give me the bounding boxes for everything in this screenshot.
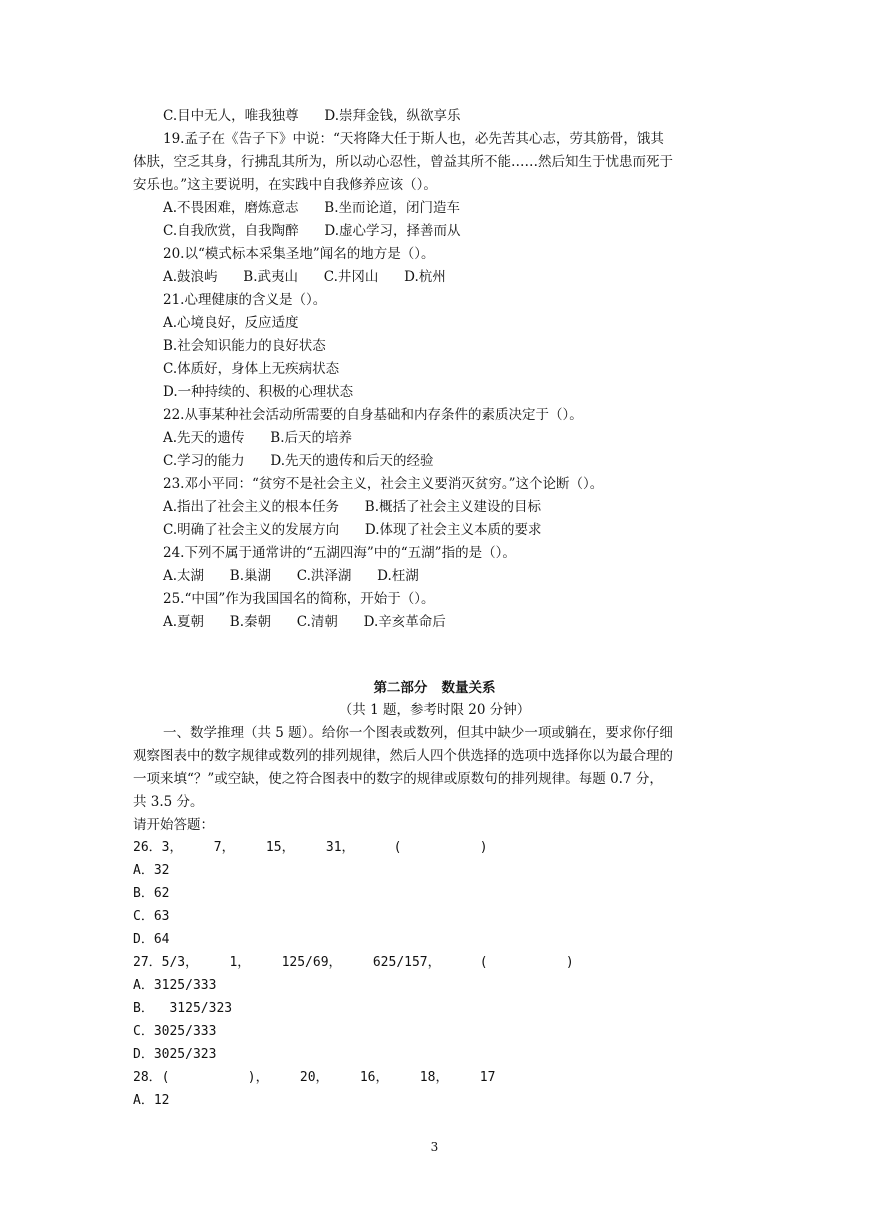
q23-options-ab: A.指出了社会主义的根本任务 B.概括了社会主义建设的目标 (163, 499, 541, 515)
q22-options-cd: C.学习的能力 D.先天的遗传和后天的经验 (163, 453, 434, 469)
q21-option-d: D.一种持续的、积极的心理状态 (163, 384, 354, 400)
q27-option-d: D．3025/323 (133, 1047, 217, 1062)
q27-option-a: A．3125/333 (133, 978, 217, 993)
q27-stem: 27．5/3， 1， 125/69， 625/157， ( ) (133, 955, 574, 970)
q26-option-b: B．62 (133, 886, 170, 901)
q23-options-cd: C.明确了社会主义的发展方向 D.体现了社会主义本质的要求 (163, 522, 542, 538)
q19-stem-2: 体肤，空乏其身，行拂乱其所为，所以动心忍性，曾益其所不能……然后知生于忧患而死于 (133, 154, 673, 170)
section-intro-2: 观察图表中的数字规律或数列的排列规律，然后人四个供选择的选项中选择你以为最合理的 (133, 748, 673, 764)
q28-stem: 28．( )， 20， 16， 18， 17 (133, 1070, 496, 1085)
q23-stem: 23.邓小平同：“贫穷不是社会主义，社会主义要消灭贫穷。”这个论断（）。 (163, 476, 604, 492)
q21-option-b: B.社会知识能力的良好状态 (163, 338, 326, 354)
q19-stem-1: 19.孟子在《告子下》中说：“天将降大任于斯人也，必先苦其心志，劳其筋骨，饿其 (163, 131, 664, 147)
section-title: 第二部分 数量关系 (373, 680, 496, 696)
q21-option-a: A.心境良好，反应适度 (163, 315, 299, 331)
section-subtitle: （共 1 题，参考时限 20 分钟） (338, 702, 531, 718)
q20-options: A.鼓浪屿 B.武夷山 C.井冈山 D.杭州 (163, 269, 446, 285)
page-number: 3 (430, 1140, 439, 1154)
q19-options-ab: A.不畏困难，磨炼意志 B.坐而论道，闭门造车 (163, 200, 460, 216)
q27-option-c: C．3025/333 (133, 1024, 217, 1039)
q21-stem: 21.心理健康的含义是（）。 (163, 292, 327, 308)
start-prompt: 请开始答题： (133, 817, 214, 833)
q26-stem: 26．3， 7， 15， 31， ( ) (133, 840, 488, 855)
q19-stem-3: 安乐也。”这主要说明，在实践中自我修养应该（）。 (133, 177, 437, 193)
q26-option-c: C．63 (133, 909, 170, 924)
q22-stem: 22.从事某种社会活动所需要的自身基础和内存条件的素质决定于（）。 (163, 407, 583, 423)
section-intro-4: 共 3.5 分。 (133, 794, 204, 810)
q26-option-d: D．64 (133, 932, 170, 947)
section-intro-1: 一、数学推理（共 5 题）。给你一个图表或数列，但其中缺少一项或躺在，要求你仔细 (163, 725, 673, 741)
q25-stem: 25.“中国”作为我国国名的简称，开始于（）。 (163, 591, 435, 607)
q25-options: A.夏朝 B.秦朝 C.清朝 D.辛亥革命后 (163, 614, 446, 630)
q20-stem: 20.以“模式标本采集圣地”闻名的地方是（）。 (163, 246, 435, 262)
q24-stem: 24.下列不属于通常讲的“五湖四海”中的“五湖”指的是（）。 (163, 545, 516, 561)
q28-option-a: A．12 (133, 1093, 170, 1108)
section-intro-3: 一项来填“？”或空缺，使之符合图表中的数字的规律或原数句的排列规律。每题 0.7 分， (133, 771, 663, 787)
q18-options-cd: C.目中无人，唯我独尊 D.崇拜金钱，纵欲享乐 (163, 108, 461, 124)
q26-option-a: A．32 (133, 863, 170, 878)
q27-option-b: B． 3125/323 (133, 1001, 233, 1016)
q24-options: A.太湖 B.巢湖 C.洪泽湖 D.枉湖 (163, 568, 419, 584)
q19-options-cd: C.自我欣赏，自我陶醉 D.虚心学习，择善而从 (163, 223, 461, 239)
q22-options-ab: A.先天的遗传 B.后天的培养 (163, 430, 352, 446)
q21-option-c: C.体质好，身体上无疾病状态 (163, 361, 340, 377)
